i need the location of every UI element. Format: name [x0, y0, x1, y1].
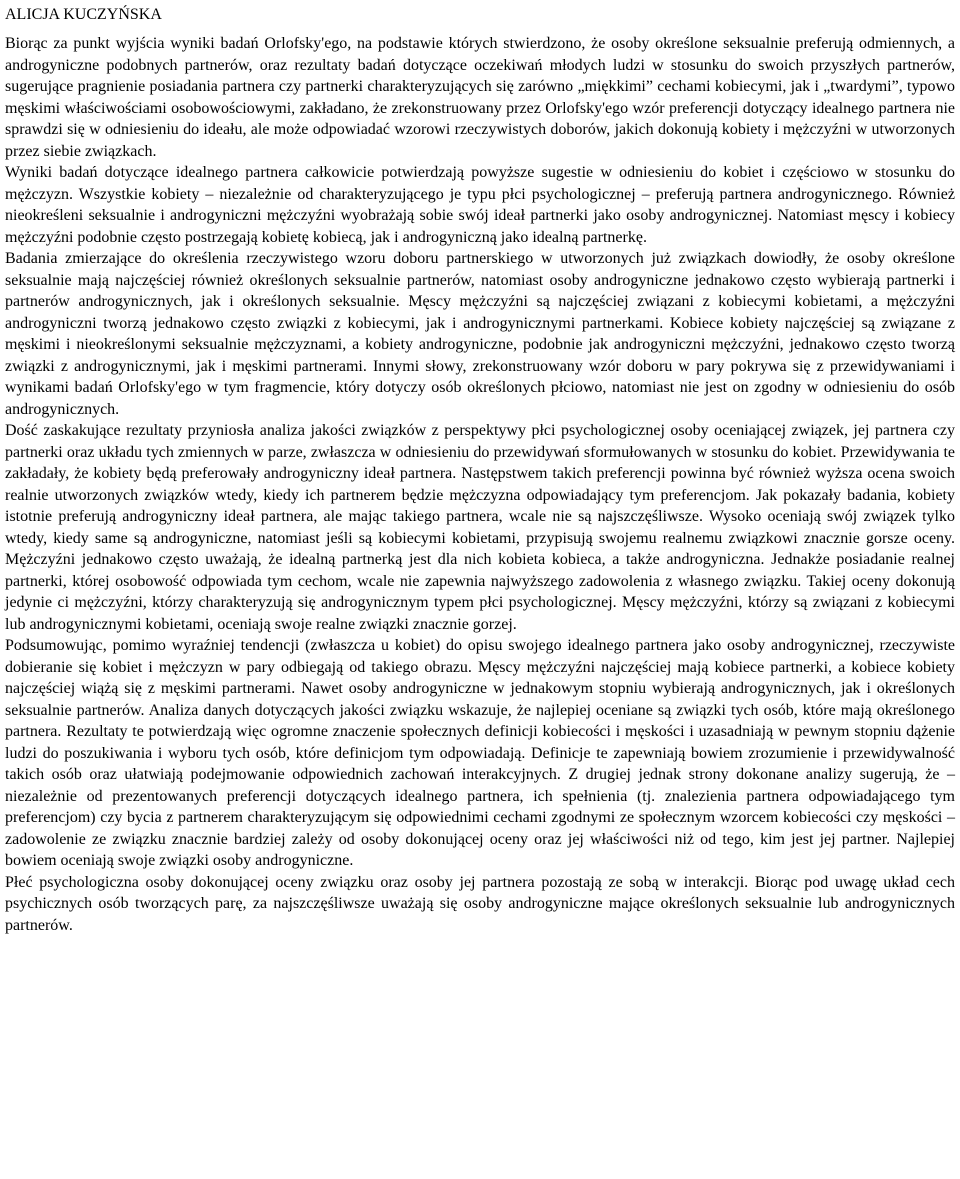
document-page: [5, 4, 955, 936]
paragraph-summary: Podsumowując, pomimo wyraźniej tendencji (zwłaszcza u kobiet) do opisu swojego idealnego partnera jako osoby androgynicznej, rzeczywiste dobieranie się kobiet i mężczyzn w pary odbiegają od takiego obrazu. Męscy mężczyźni najczęściej mają kobiece partnerki, a kobiece kobiety najczęściej wiążą się z męskimi partnerami. Nawet osoby androgyniczne w jednakowym stopniu wybierają androgynicznych, jak i określonych seksualnie partnerów. Analiza danych dotyczących jakości związku wskazuje, że najlepiej oceniane są związki tych osób, które mają określonego partnera. Rezultaty te potwierdzają więc ogromne znaczenie społecznych definicji kobiecości i męskości i uzasadniają w pewnym stopniu dążenie ludzi do poszukiwania i wyboru tych osób, które definicjom tym odpowiadają. Definicje te zapewniają bowiem zrozumienie i przewidywalność takich osób oraz ułatwiają podejmowanie odpowiednich zachowań interakcyjnych. Z drugiej jednak strony dokonane analizy sugerują, że – niezależnie od prezentowanych preferencji dotyczących idealnego partnera, ich spełnienia (tj. znalezienia partnera odpowiadającego tym preferencjom) czy bycia z partnerem charakteryzującym się odpowiednimi cechami zgodnymi ze społecznym wzorcem kobiecości czy męskości – zadowolenie ze związku znacznie bardziej zależy od osoby dokonującej oceny oraz jej właściwości niż od tego, kim jest jej partner. Najlepiej bowiem oceniają swoje związki osoby androgyniczne.: [5, 637, 955, 869]
paragraph-ideal-partner-results: Wyniki badań dotyczące idealnego partnera całkowicie potwierdzają powyższe sugestie w odniesieniu do kobiet i częściowo w stosunku do mężczyzn. Wszystkie kobiety – niezależnie od charakteryzującego je typu płci psychologicznej – preferują partnera androgynicznego. Również nieokreśleni seksualnie i androgyniczni mężczyźni wyobrażają sobie swój ideał partnerki jako osoby androgynicznej. Natomiast męscy i kobiecy mężczyźni podobnie często postrzegają kobietę kobiecą, jak i androgyniczną jako idealną partnerkę.: [5, 164, 955, 246]
paragraph-premise: Biorąc za punkt wyjścia wyniki badań Orlofsky'ego, na podstawie których stwierdzono, że osoby określone seksualnie preferują odmiennych, a androgyniczne podobnych partnerów, oraz rezultaty badań dotyczące oczekiwań młodych ludzi w stosunku do swoich przyszłych partnerów, sugerujące pragnienie posiadania partnera czy partnerki charakteryzujących się zarówno „miękkimi” cechami kobiecymi, jak i „twardymi”, typowo męskimi właściwościami osobowościowymi, zakładano, że zrekonstruowany przez Orlofsky'ego wzór preferencji dotyczący idealnego partnera nie sprawdzi się w odniesieniu do ideału, ale może odpowiadać wzorowi rzeczywistych doborów, jakich dokonują kobiety i mężczyźni w utworzonych przez siebie związkach.: [5, 35, 955, 160]
paragraph-conclusion: Płeć psychologiczna osoby dokonującej oceny związku oraz osoby jej partnera pozostają ze sobą w interakcji. Biorąc pod uwagę układ cech psychicznych osób tworzących parę, za najszczęśliwsze uważają się osoby androgyniczne mające określonych seksualnie lub androgynicznych partnerów.: [5, 873, 955, 934]
running-header-author: ALICJA KUCZYŃSKA: [5, 6, 162, 23]
paragraph-partner-selection-results: Badania zmierzające do określenia rzeczywistego wzoru doboru partnerskiego w utworzonych już związkach dowiodły, że osoby określone seksualnie mają najczęściej również określonych seksualnie partnerów, natomiast osoby androgyniczne jednakowo często wybierają partnerki i partnerów androgynicznych, jak i określonych seksualnie. Męscy mężczyźni są najczęściej związani z kobiecymi kobietami, a mężczyźni androgyniczni tworzą jednakowo często związki z kobiecymi, jak i androgynicznymi partnerkami. Kobiece kobiety najczęściej są związane z męskimi i nieokreślonymi seksualnie mężczyznami, a kobiety androgyniczne, podobnie jak androgyniczni mężczyźni, jednakowo często tworzą związki z androgynicznymi, jak i męskimi partnerami. Innymi słowy, zrekonstruowany wzór doboru w pary pokrywa się z przewidywaniami i wynikami badań Orlofsky'ego w tym fragmencie, który dotyczy osób określonych płciowo, natomiast nie jest on zgodny w odniesieniu do osób androgynicznych.: [5, 250, 955, 418]
paragraph-relationship-quality: Dość zaskakujące rezultaty przyniosła analiza jakości związków z perspektywy płci psychologicznej osoby oceniającej związek, jej partnera czy partnerki oraz układu tych zmiennych w parze, zwłaszcza w odniesieniu do przewidywań sformułowanych w stosunku do kobiet. Przewidywania te zakładały, że kobiety będą preferowały androgyniczny ideał partnera. Następstwem takich preferencji powinna być również wyższa ocena swoich realnie utworzonych związków wtedy, kiedy ich partnerem będzie mężczyzna odpowiadający tym preferencjom. Jak pokazały badania, kobiety istotnie preferują androgyniczny ideał partnera, ale mając takiego partnera, wcale nie są najszczęśliwsze. Wysoko oceniają swój związek tylko wtedy, kiedy same są androgyniczne, natomiast jeśli są kobiecymi kobietami, przypisują swojemu realnemu związkowi znacznie gorsze oceny. Mężczyźni jednakowo często uważają, że idealną partnerką jest dla nich kobieta kobieca, a także androgyniczna. Jednakże posiadanie realnej partnerki, której osobowość odpowiada tym cechom, wcale nie zapewnia najwyższego zadowolenia z własnego związku. Takiej oceny dokonują jedynie ci mężczyźni, którzy charakteryzują się androgynicznym typem płci psychologicznej. Męscy mężczyźni, którzy są związani z kobiecymi lub androgynicznymi kobietami, oceniają swoje realne związki znacznie gorzej.: [5, 422, 955, 633]
